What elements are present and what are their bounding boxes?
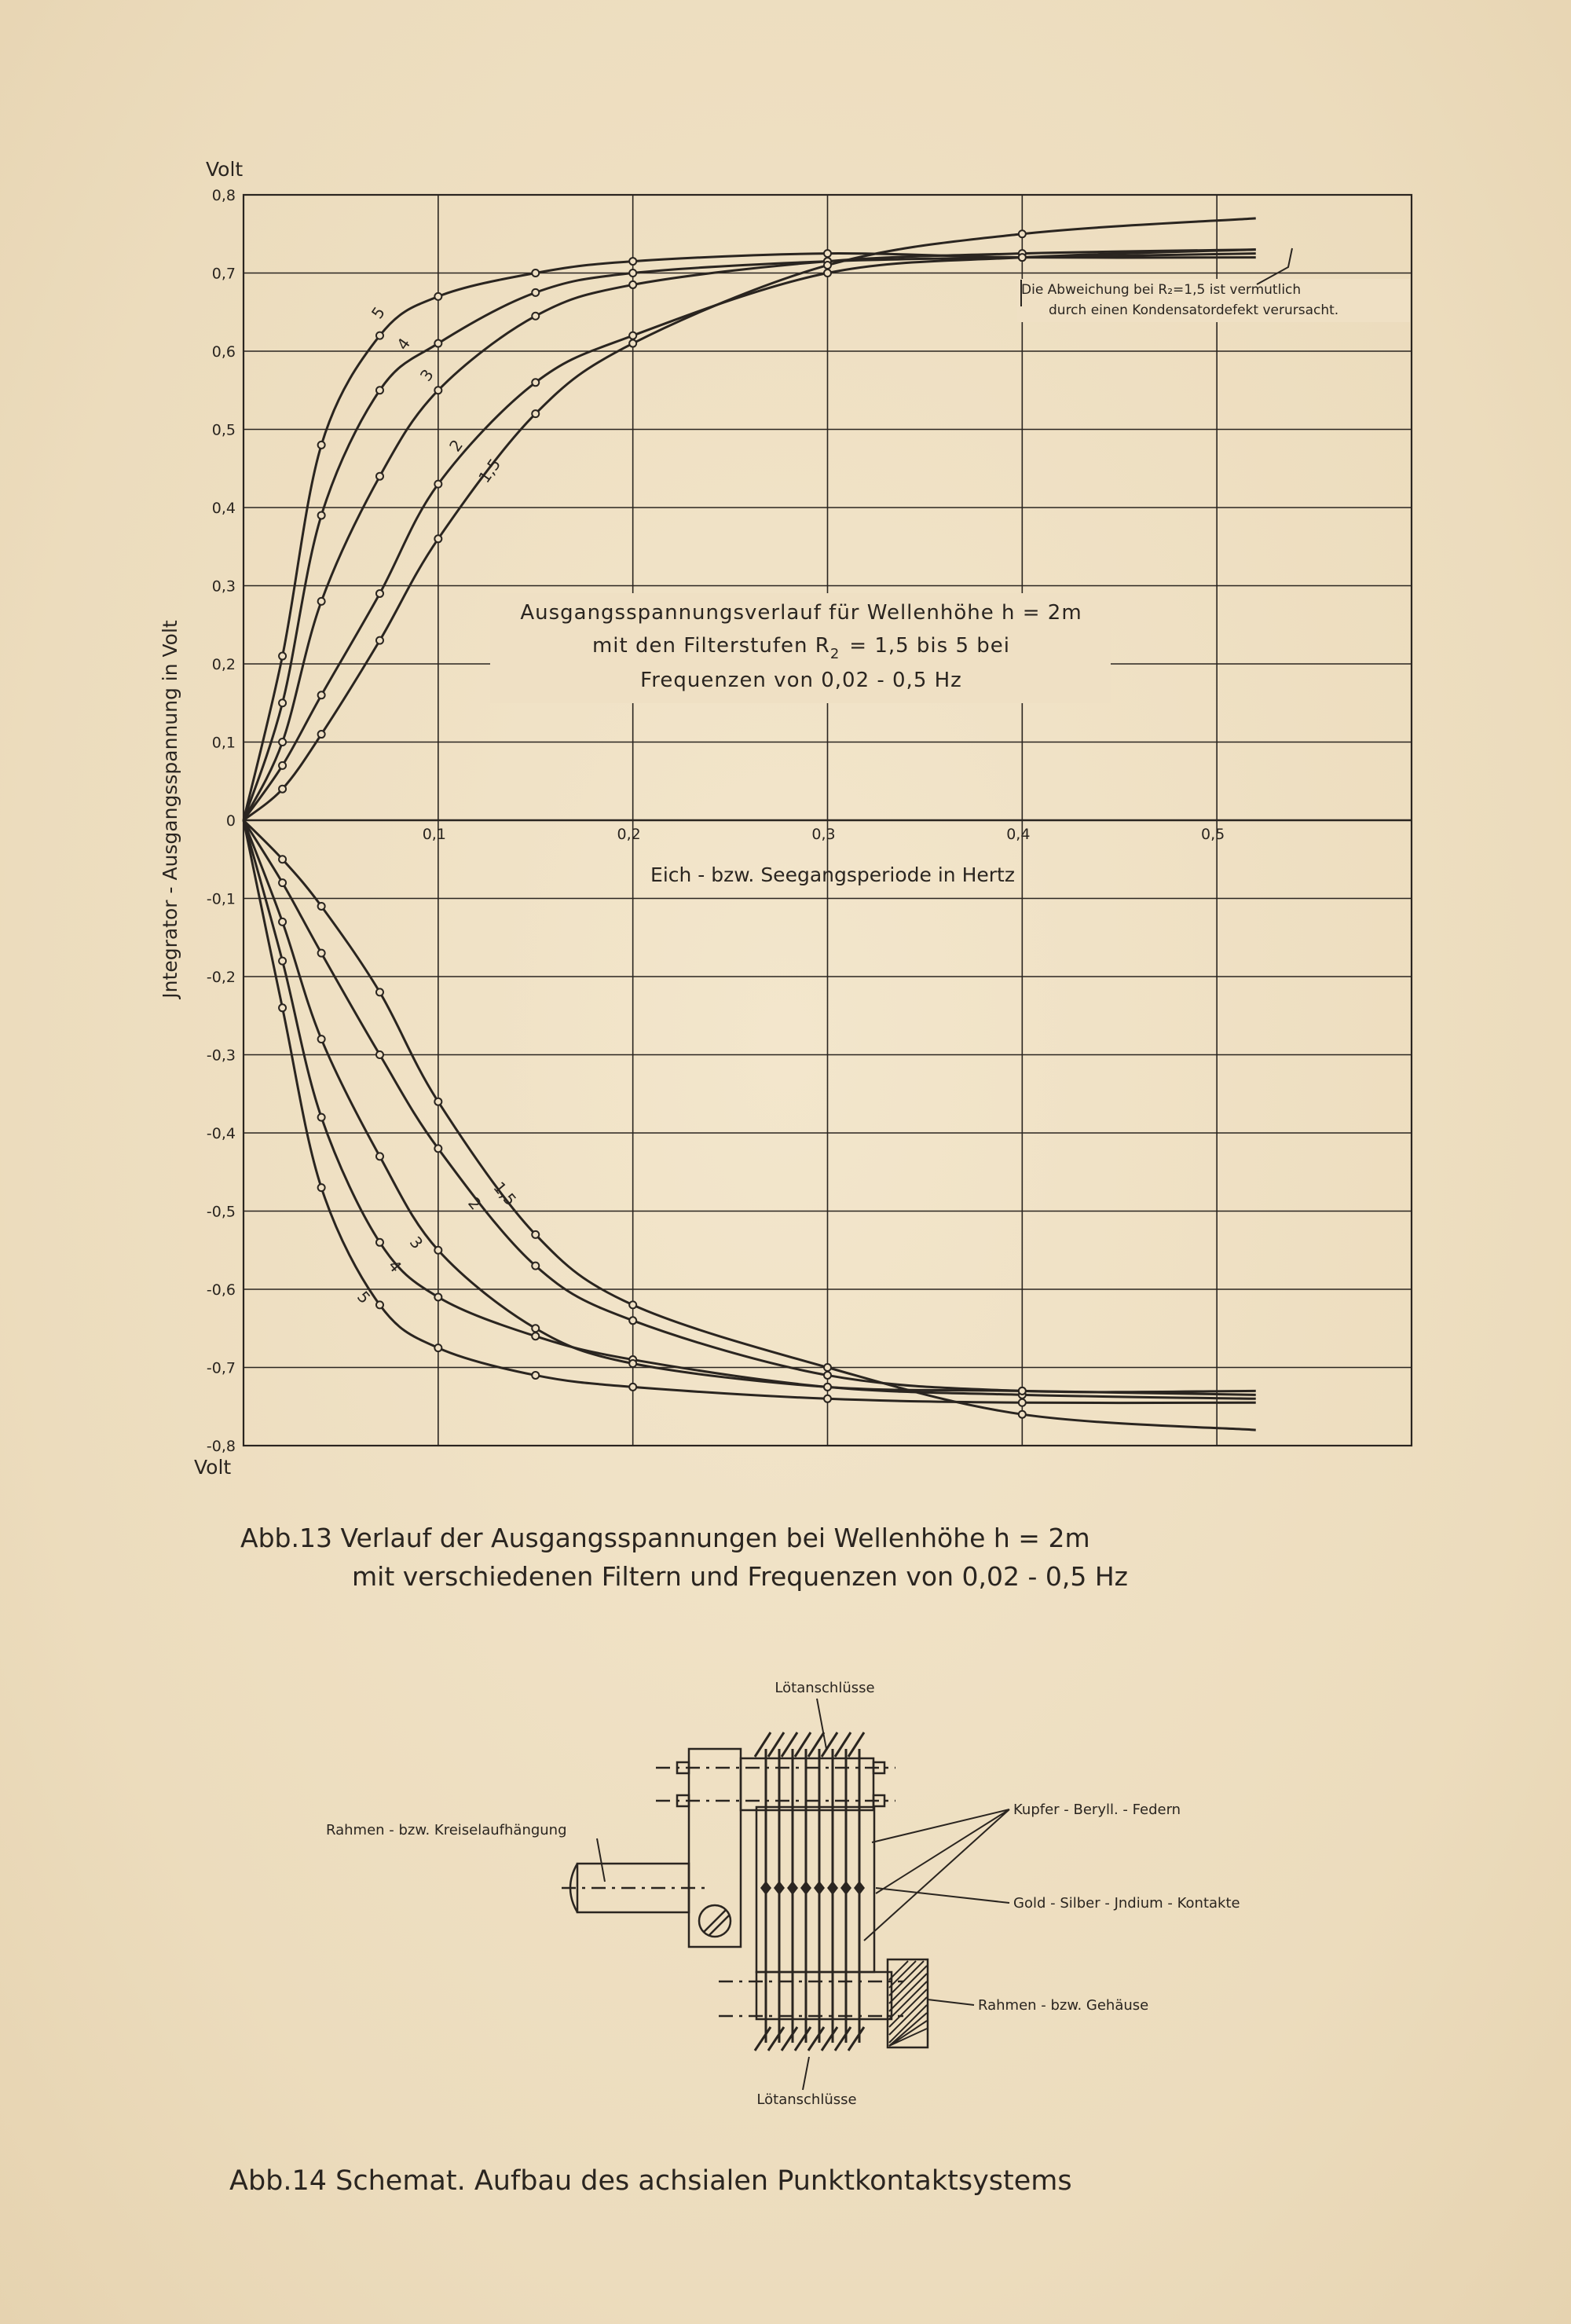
annotation-line2: durch einen Kondensatordefekt verursacht. xyxy=(1049,302,1339,318)
chart-title: Ausgangsspannungsverlauf für Wellenhöhe h = 2m xyxy=(520,601,1082,625)
y-tick-label: 0,2 xyxy=(211,656,236,673)
contact-point xyxy=(854,1881,865,1895)
y-tick-label: -0,7 xyxy=(206,1359,236,1377)
contact-point xyxy=(814,1881,825,1895)
x-tick-label: 0,5 xyxy=(1201,826,1225,843)
solder-tag-bottom xyxy=(755,2027,771,2051)
hatch-line xyxy=(889,1966,927,2003)
spring-clamp-lower xyxy=(756,1972,892,2019)
contact-point xyxy=(760,1881,771,1895)
y-tick-label: -0,1 xyxy=(206,890,236,908)
y-tick-label: -0,2 xyxy=(206,969,236,986)
curve-label: 3 xyxy=(416,365,438,385)
curve-label: 2 xyxy=(445,436,467,456)
y-tick-label: 0,5 xyxy=(211,421,236,439)
curve-label: 5 xyxy=(367,302,389,323)
carrier-block xyxy=(689,1749,741,1947)
y-tick-label: 0,4 xyxy=(211,500,236,517)
x-tick-label: 0,3 xyxy=(811,826,836,843)
housing-hatch xyxy=(889,1961,927,2046)
title-line2-sub: 2 xyxy=(829,646,840,662)
y-tick-label: 0,8 xyxy=(211,187,236,204)
curve-label: 1,5 xyxy=(489,1178,521,1210)
curve-label: 2 xyxy=(464,1193,485,1214)
y-tick-label: -0,4 xyxy=(206,1125,236,1142)
y-tick-label: 0,6 xyxy=(211,343,236,361)
x-axis-label: Eich - bzw. Seegangsperiode in Hertz xyxy=(650,863,1015,886)
label-loetanschluesse-bottom: Lötanschlüsse xyxy=(756,2091,857,2108)
hatch-line xyxy=(889,1974,927,2011)
x-tick-label: 0,2 xyxy=(617,826,641,843)
curve-label: 3 xyxy=(405,1233,427,1253)
leader-springs xyxy=(864,1809,1009,1941)
x-tick-label: 0,4 xyxy=(1006,826,1031,843)
label-contacts: Gold - Silber - Jndium - Kontakte xyxy=(1013,1895,1240,1912)
contact-point xyxy=(774,1881,785,1895)
y-unit-top: Volt xyxy=(206,158,244,181)
title-line2-prefix: mit den Filterstufen R xyxy=(591,634,830,658)
contact-point xyxy=(787,1881,798,1895)
leader-bottom xyxy=(803,2057,809,2090)
solder-tag-top xyxy=(795,1732,811,1757)
curve-label: 4 xyxy=(393,334,415,354)
solder-tag-top xyxy=(808,1732,824,1757)
contact-point xyxy=(800,1881,811,1895)
solder-tag-bottom xyxy=(835,2027,851,2051)
leader-housing xyxy=(928,2000,974,2005)
label-frame: Rahmen - bzw. Kreiselaufhängung xyxy=(326,1822,567,1838)
contact-point xyxy=(840,1881,851,1895)
hatch-line xyxy=(889,1961,908,1980)
y-tick-label: 0,1 xyxy=(211,734,236,752)
annotation-line1: Die Abweichung bei R₂=1,5 ist vermutlich xyxy=(1021,282,1302,298)
title-line2-suffix: = 1,5 bis 5 bei xyxy=(849,634,1011,658)
x-tick-label: 0,1 xyxy=(422,826,446,843)
solder-tag-bottom xyxy=(848,2027,864,2051)
fig13-caption-line2: mit verschiedenen Filtern und Frequenzen von 0,02 - 0,5 Hz xyxy=(352,1561,1128,1592)
solder-tag-top xyxy=(835,1732,851,1757)
fig13-caption-line1: Abb.13 Verlauf der Ausgangsspannungen bei Wellenhöhe h = 2m xyxy=(240,1523,1090,1553)
solder-tag-bottom xyxy=(822,2027,837,2051)
curve-label: 1,5 xyxy=(474,455,505,487)
solder-tag-bottom xyxy=(808,2027,824,2051)
y-tick-label: 0,7 xyxy=(211,265,236,283)
leader-frame xyxy=(597,1838,605,1882)
fig14-caption: Abb.14 Schemat. Aufbau des achsialen Punktkontaktsystems xyxy=(229,2165,1072,2197)
label-loetanschluesse-top: Lötanschlüsse xyxy=(775,1680,875,1696)
solder-tag-top xyxy=(755,1732,771,1757)
y-tick-label: -0,8 xyxy=(206,1438,236,1455)
solder-tag-bottom xyxy=(795,2027,811,2051)
hatch-line xyxy=(889,1961,916,1988)
solder-tag-top xyxy=(848,1732,864,1757)
solder-tag-top xyxy=(768,1732,784,1757)
hatch-line xyxy=(889,1989,927,2027)
solder-tag-top xyxy=(782,1732,797,1757)
y-tick-label: -0,5 xyxy=(206,1203,236,1221)
solder-tag-bottom xyxy=(768,2027,784,2051)
y-tick-label: 0,3 xyxy=(211,577,236,596)
label-housing: Rahmen - bzw. Gehäuse xyxy=(978,1997,1149,2014)
hatch-line xyxy=(889,1981,927,2019)
y-axis-label: Jntegrator - Ausgangsspannung in Volt xyxy=(159,620,181,999)
solder-tag-bottom xyxy=(782,2027,797,2051)
curve-label: 5 xyxy=(353,1287,375,1307)
y-tick-label: -0,3 xyxy=(206,1047,236,1065)
label-springs: Kupfer - Beryll. - Federn xyxy=(1013,1802,1181,1818)
y-unit-bottom: Volt xyxy=(194,1456,232,1479)
spring-lines xyxy=(755,1732,865,2051)
y-tick-label: -0,6 xyxy=(206,1281,236,1299)
leader-contacts xyxy=(876,1888,1009,1903)
y-tick-label: 0 xyxy=(225,812,236,830)
curve-label: 4 xyxy=(384,1255,406,1277)
contact-point xyxy=(827,1881,838,1895)
chart-title-line3: Frequenzen von 0,02 - 0,5 Hz xyxy=(640,669,962,692)
